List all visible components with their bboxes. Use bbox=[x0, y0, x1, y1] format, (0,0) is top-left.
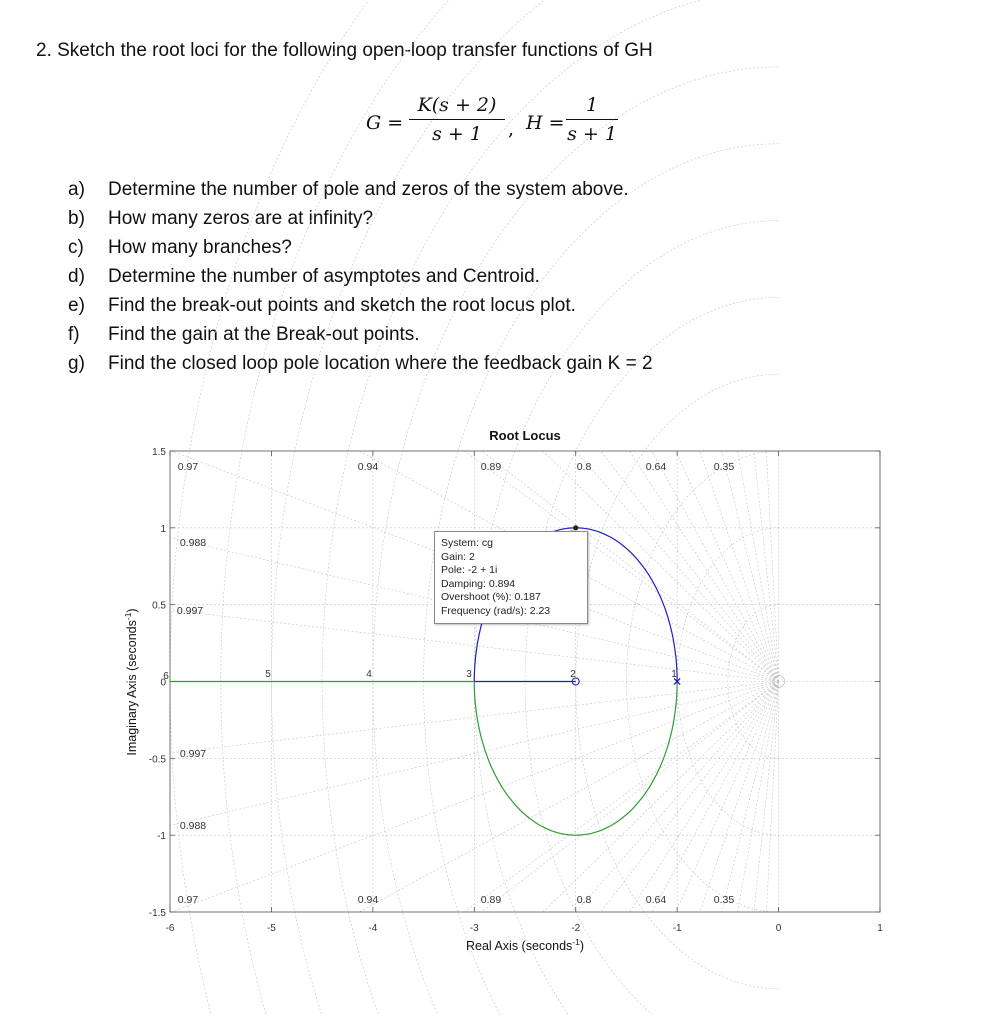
frequency-grid-arc bbox=[221, 0, 779, 1015]
damping-grid-line bbox=[766, 682, 778, 913]
damping-label: 0.89 bbox=[480, 894, 502, 906]
list-item: g) Find the closed loop pole location where the feedback gain K = 2 bbox=[68, 353, 653, 374]
frequency-grid-arc bbox=[271, 0, 778, 1015]
x-tick-label: -4 bbox=[368, 923, 378, 934]
damping-label: 0.97 bbox=[177, 894, 199, 906]
equation-comma: , bbox=[508, 118, 515, 140]
damping-grid-line bbox=[676, 451, 779, 682]
damping-label: 0.94 bbox=[357, 894, 379, 906]
x-tick-label: -3 bbox=[469, 923, 479, 934]
frequency-label: 2 bbox=[570, 669, 576, 680]
x-tick-label: -2 bbox=[571, 923, 581, 934]
damping-grid-line bbox=[464, 682, 778, 913]
x-axis-label: Real Axis (seconds$^{-1}$) bbox=[465, 937, 585, 953]
y-tick-label: 1 bbox=[160, 523, 166, 535]
datatip-pole: Pole: -2 + 1i bbox=[441, 564, 498, 576]
list-item: a) Determine the number of pole and zeros of the system above. bbox=[68, 179, 629, 200]
damping-grid-line bbox=[722, 682, 779, 913]
y-tick-label: 1.5 bbox=[152, 447, 166, 458]
datatip-gain: Gain: 2 bbox=[441, 550, 475, 563]
damping-label: 0.35 bbox=[713, 461, 735, 473]
damping-grid-line bbox=[629, 451, 778, 682]
g-denominator: s + 1 bbox=[432, 123, 482, 145]
damping-label: 0.997 bbox=[179, 748, 207, 760]
damping-label: 0.94 bbox=[357, 461, 379, 473]
damping-grid-line bbox=[576, 451, 779, 682]
damping-grid-line bbox=[601, 682, 779, 913]
damping-label: 0.8 bbox=[576, 461, 592, 473]
x-tick-label: -6 bbox=[165, 923, 175, 934]
x-tick-label: 1 bbox=[877, 923, 883, 934]
damping-label: 0.64 bbox=[645, 894, 667, 906]
tick-layer bbox=[149, 447, 883, 934]
frequency-label: 5 bbox=[265, 669, 271, 680]
frequency-grid-arc bbox=[322, 0, 778, 1015]
question-title: 2. Sketch the root loci for the following open-loop transfer functions of GH bbox=[36, 40, 653, 61]
damping-grid-line bbox=[754, 451, 779, 682]
damping-label: 0.988 bbox=[179, 537, 207, 549]
damping-grid-line bbox=[543, 682, 779, 913]
damping-grid-line bbox=[754, 682, 779, 913]
datatip bbox=[434, 531, 588, 624]
damping-label: 0.35 bbox=[713, 894, 735, 906]
damping-label: 0.64 bbox=[645, 461, 667, 473]
damping-label: 0.997 bbox=[176, 605, 204, 617]
datatip-frequency: Frequency (rad/s): 2.23 bbox=[441, 604, 551, 617]
damping-grid-line bbox=[738, 451, 779, 682]
damping-label: 0.89 bbox=[480, 461, 502, 473]
list-item: d) Determine the number of asymptotes and Centroid. bbox=[68, 266, 540, 287]
damping-grid-line bbox=[722, 451, 779, 682]
damping-label: 0.8 bbox=[576, 894, 592, 906]
damping-grid-line bbox=[359, 682, 778, 913]
list-item: f) Find the gain at the Break-out points. bbox=[68, 324, 420, 345]
chart-title: Root Locus bbox=[489, 428, 561, 443]
h-denominator: s + 1 bbox=[567, 123, 617, 145]
grid-layer bbox=[170, 0, 880, 1015]
damping-grid-line bbox=[738, 682, 779, 913]
list-item: b) How many zeros are at infinity? bbox=[68, 208, 374, 229]
list-item: c) How many branches? bbox=[68, 237, 292, 258]
g-label: G = bbox=[366, 112, 404, 134]
datatip-marker bbox=[573, 525, 578, 530]
frequency-label: 6 bbox=[163, 671, 169, 682]
datatip-system: System: cg bbox=[441, 537, 493, 549]
h-label: H = bbox=[526, 112, 565, 134]
frequency-label: 4 bbox=[366, 669, 372, 680]
damping-grid-line bbox=[766, 451, 778, 682]
y-tick-label: 0.5 bbox=[152, 600, 166, 612]
x-tick-label: 0 bbox=[775, 923, 782, 934]
h-numerator: 1 bbox=[566, 94, 618, 120]
frequency-label: 1 bbox=[671, 669, 677, 680]
g-numerator: K(s + 2) bbox=[409, 94, 505, 120]
damping-grid-line bbox=[601, 451, 779, 682]
damping-label: 0.988 bbox=[179, 820, 207, 832]
y-axis-label: Imaginary Axis (seconds$^{-1}$) bbox=[123, 608, 139, 756]
y-tick-label: 0 bbox=[160, 677, 166, 689]
damping-grid-line bbox=[676, 682, 779, 913]
list-item: e) Find the break-out points and sketch the root locus plot. bbox=[68, 295, 576, 316]
x-tick-label: -1 bbox=[672, 923, 682, 934]
y-tick-label: -1.5 bbox=[148, 908, 166, 919]
label-layer bbox=[163, 461, 734, 906]
frequency-label: 3 bbox=[466, 669, 472, 680]
x-tick-label: -5 bbox=[266, 923, 276, 934]
datatip-overshoot: Overshoot (%): 0.187 bbox=[441, 591, 541, 603]
datatip-damping: Damping: 0.894 bbox=[441, 577, 516, 590]
y-tick-label: -0.5 bbox=[148, 754, 166, 766]
y-tick-label: -1 bbox=[157, 831, 166, 843]
damping-grid-line bbox=[629, 682, 778, 913]
damping-label: 0.97 bbox=[177, 461, 199, 473]
